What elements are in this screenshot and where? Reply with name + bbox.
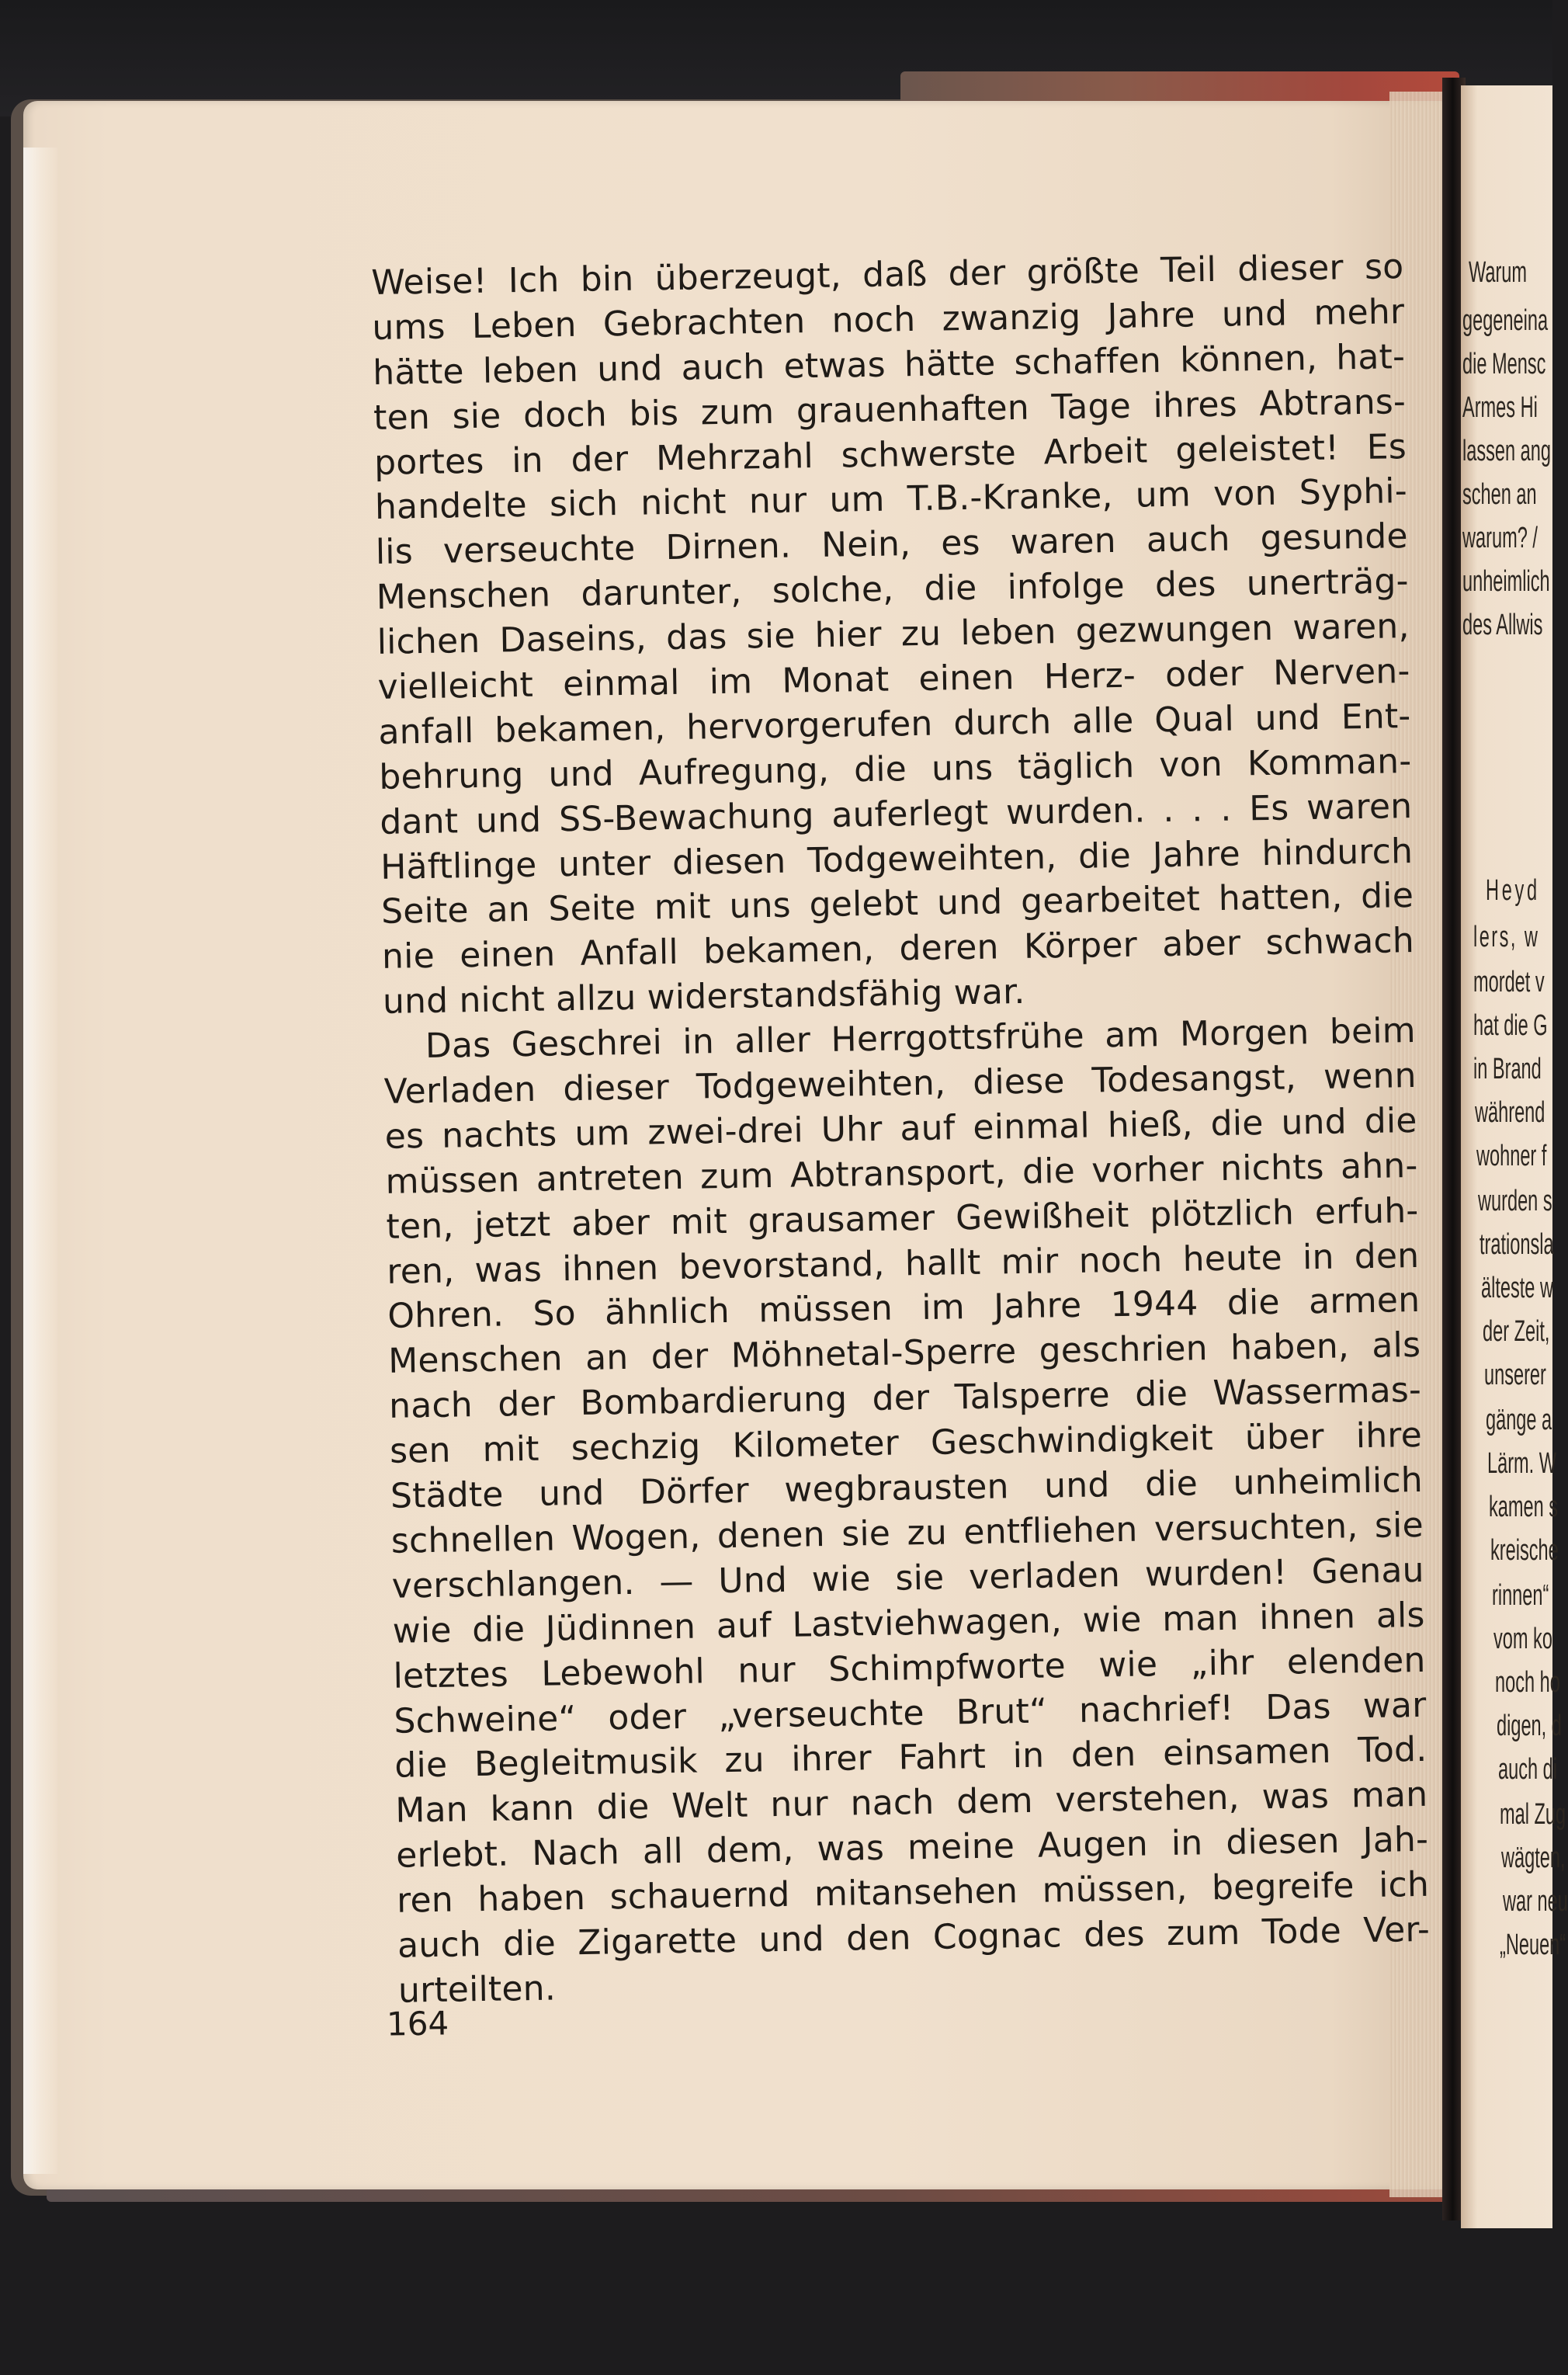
facing-text-fragment: die Mensc [1462,348,1546,380]
facing-text-fragment: gegeneina [1462,304,1549,337]
text-line: behrung und Aufregung, die uns täglich von Komman- [379,741,1412,797]
page-body-text [371,245,1431,2013]
facing-text-fragment: lers, w [1473,921,1540,953]
facing-text-fragment: des Allwis [1462,609,1543,641]
facing-text-fragment: hat die G [1473,1009,1548,1042]
text-line: auch die Zigarette und den Cognac des zum Tode Ver- [397,1909,1431,1966]
text-line: nach der Bombardierung der Talsperre die Wassermas- [388,1370,1422,1427]
facing-text-fragment: Armes Hi [1462,391,1538,424]
text-line: Verladen dieser Todgeweihten, diese Todesangst, wenn [383,1056,1417,1112]
facing-page-text [1462,0,1568,2375]
facing-text-fragment: lassen ang [1462,435,1551,467]
facing-text-fragment: der Zeit, [1483,1315,1550,1348]
facing-text-fragment: älteste w [1481,1272,1553,1304]
text-line: Man kann die Welt nur nach dem verstehen, was man [394,1775,1428,1832]
facing-text-fragment: schen an [1462,478,1537,511]
text-line: Weise! Ich bin überzeugt, daß der größte Teil dieser so [371,247,1404,303]
text-line: nie einen Anfall bekamen, deren Körper aber schwach [381,921,1415,977]
text-line: hätte leben und auch etwas hätte schaffen können, hat- [372,336,1406,393]
text-line: und nicht allzu widerstandsfähig war. [382,972,1025,1023]
facing-text-fragment: warum? / [1462,522,1538,554]
text-line: ten sie doch bis zum grauenhaften Tage ihres Abtrans- [373,381,1407,438]
facing-text-fragment: digen, d [1497,1710,1562,1742]
text-line: müssen antreten zum Abtransport, die vorher nichts ahn- [385,1145,1418,1202]
text-line: handelte sich nicht nur um T.B.-Kranke, um von Syphi- [374,471,1408,528]
facing-text-fragment: kamen s [1489,1491,1559,1523]
text-line: Menschen darunter, solche, die infolge des unerträg- [376,561,1410,618]
facing-text-fragment: in Brand [1473,1053,1542,1085]
text-line: ten, jetzt aber mit grausamer Gewißheit plötzlich erfuh- [386,1190,1419,1247]
text-line: ren haben schauernd mitansehen müssen, begreife ich [396,1864,1430,1921]
book-top-edge [900,71,1459,101]
text-line: Ohren. So ähnlich müssen im Jahre 1944 die armen [387,1280,1421,1337]
text-line: anfall bekamen, hervorgerufen durch alle Qual und Ent- [378,696,1411,752]
page-number: 164 [386,2004,449,2043]
text-line: urteilten. [397,1968,557,2011]
facing-text-fragment: mordet v [1473,966,1545,998]
facing-text-fragment: unserer [1484,1359,1546,1391]
text-line: erlebt. Nach all dem, was meine Augen in diesen Jah- [395,1820,1429,1876]
facing-text-fragment: auch di [1498,1753,1557,1786]
text-line: ums Leben Gebrachten noch zwanzig Jahre und mehr [371,291,1405,348]
text-line: Häftlinge unter diesen Todgeweihten, die Jahre hindurch [380,831,1414,887]
paragraph-start-line: Das Geschrei in aller Herrgottsfrühe am Morgen beim [425,1011,1417,1067]
text-line: letztes Lebewohl nur Schimpfworte wie „ihr elenden [393,1640,1426,1696]
text-line: Seite an Seite mit uns gelebt und gearbeitet hatten, die [380,876,1414,932]
text-line: schnellen Wogen, denen sie zu entfliehen versuchten, sie [390,1505,1424,1561]
facing-text-fragment: während [1475,1096,1545,1129]
facing-text-fragment: „Neuen“ [1500,1929,1566,1961]
text-line: verschlangen. — Und wie sie verladen wurden! Genau [391,1550,1425,1606]
text-line: Schweine“ oder „verseuchte Brut“ nachrief! Das war [394,1685,1427,1741]
text-line: lichen Daseins, das sie hier zu leben gezwungen waren, [376,606,1410,663]
text-line: ren, was ihnen bevorstand, hallt mir noch heute in den [387,1235,1420,1292]
facing-text-fragment: wurden s [1478,1185,1552,1217]
facing-text-fragment: wägten, [1501,1842,1566,1874]
facing-text-fragment: vom ko [1493,1623,1552,1655]
facing-text-fragment: Warum [1469,256,1528,289]
facing-text-fragment: kreische [1490,1534,1559,1567]
text-line: portes in der Mehrzahl schwerste Arbeit geleistet! Es [373,426,1407,483]
text-line: vielleicht einmal im Monat einen Herz- oder Nerven- [377,651,1410,707]
text-line: Städte und Dörfer wegbrausten und die unheimlich [390,1460,1424,1516]
facing-text-fragment: rinnen“ [1492,1579,1549,1612]
text-line: es nachts um zwei-drei Uhr auf einmal hieß, die und die [384,1100,1417,1157]
facing-text-fragment: wohner f [1476,1140,1547,1172]
facing-text-fragment: trationsla [1480,1228,1554,1261]
left-page-edge [23,148,57,2174]
text-line: wie die Jüdinnen auf Lastviehwagen, wie man ihnen als [392,1595,1425,1651]
facing-text-fragment: unheimlich [1462,565,1550,598]
text-line: lis verseuchte Dirnen. Nein, es waren auch gesunde [375,516,1409,573]
text-line: sen mit sechzig Kilometer Geschwindigkeit über ihre [389,1415,1423,1471]
facing-text-fragment: gänge a [1486,1404,1552,1436]
facing-text-fragment: mal Zug [1500,1798,1566,1831]
text-line: dant und SS-Bewachung auferlegt wurden. . . . Es waren [379,786,1413,842]
facing-text-fragment: Heyd [1486,874,1540,907]
facing-text-fragment: Lärm. W [1487,1447,1557,1480]
facing-text-fragment: noch ho [1495,1666,1560,1699]
text-line: Menschen an der Möhnetal-Sperre geschrien haben, als [387,1325,1421,1382]
facing-text-fragment: war neu [1503,1885,1568,1918]
text-line: die Begleitmusik zu ihrer Fahrt in den einsamen Tod. [394,1730,1428,1786]
